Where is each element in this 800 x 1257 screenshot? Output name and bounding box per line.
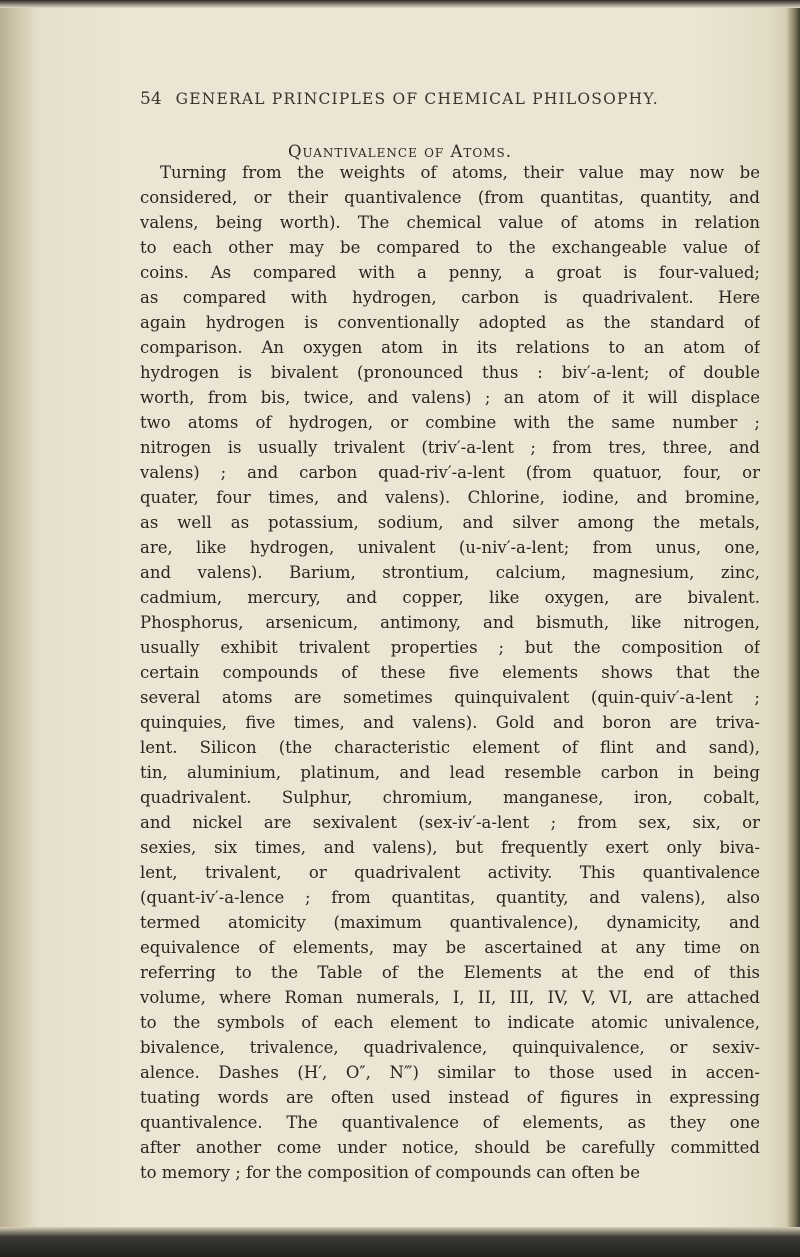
- text-line: [140, 485, 760, 510]
- text-line-content: quantivalence. The quantivalence of elements, as they one: [140, 1113, 760, 1132]
- text-line: [140, 310, 760, 335]
- running-title: GENERAL PRINCIPLES OF CHEMICAL PHILOSOPHY.: [175, 90, 659, 108]
- text-line: [140, 660, 760, 685]
- text-line: [140, 735, 760, 760]
- text-line: [140, 610, 760, 635]
- text-line-content: nitrogen is usually trivalent (triv′-a-lent ; from tres, three, and: [140, 438, 760, 457]
- text-line-content: certain compounds of these five elements shows that the: [140, 663, 760, 682]
- text-line: [140, 460, 760, 485]
- text-line-content: to the symbols of each element to indicate atomic univalence,: [140, 1013, 760, 1032]
- text-line-content: termed atomicity (maximum quantivalence), dynamicity, and: [140, 913, 760, 932]
- text-line-content: lent, trivalent, or quadrivalent activity. This quantivalence: [140, 863, 760, 882]
- text-line: [140, 760, 760, 785]
- text-line: [140, 585, 760, 610]
- text-line: [140, 385, 760, 410]
- text-line: [140, 510, 760, 535]
- text-line-content: usually exhibit trivalent properties ; but the composition of: [140, 638, 760, 657]
- text-line: [140, 910, 760, 935]
- section-title: Quantivalence of Atoms.: [287, 142, 513, 161]
- text-line: [140, 685, 760, 710]
- text-line-content: alence. Dashes (H′, O″, N‴) similar to those used in accen-: [140, 1063, 760, 1082]
- text-line: [140, 835, 760, 860]
- text-line-content: quinquies, five times, and valens). Gold and boron are triva-: [140, 713, 760, 732]
- text-line: [140, 935, 760, 960]
- text-line: [140, 885, 760, 910]
- text-line-content: and nickel are sexivalent (sex-iv′-a-lent ; from sex, six, or: [140, 813, 760, 832]
- text-line-content: several atoms are sometimes quinquivalent (quin-quiv′-a-lent ;: [140, 688, 760, 707]
- text-line: [140, 810, 760, 835]
- text-line: [140, 710, 760, 735]
- top-edge: [0, 0, 800, 8]
- text-line: [140, 560, 760, 585]
- text-line: [140, 1085, 760, 1110]
- text-line: [140, 285, 760, 310]
- right-binding-edge: [786, 0, 800, 1257]
- text-line-content: volume, where Roman numerals, I, II, III, IV, V, VI, are attached: [140, 988, 760, 1007]
- body-text: [140, 160, 760, 1185]
- text-line-content: cadmium, mercury, and copper, like oxygen, are bivalent.: [140, 588, 760, 607]
- text-line-content: (quant-iv′-a-lence ; from quantitas, quantity, and valens), also: [140, 888, 760, 907]
- text-line-content: coins. As compared with a penny, a groat is four-valued;: [140, 263, 760, 282]
- text-line-content: bivalence, trivalence, quadrivalence, quinquivalence, or sexiv-: [140, 1038, 760, 1057]
- text-line: [140, 185, 760, 210]
- text-line: [140, 435, 760, 460]
- text-line: [140, 1160, 760, 1185]
- text-line-content: quater, four times, and valens). Chlorine, iodine, and bromine,: [140, 488, 760, 507]
- text-line: [140, 785, 760, 810]
- text-line: [140, 635, 760, 660]
- text-line-content: Phosphorus, arsenicum, antimony, and bismuth, like nitrogen,: [140, 613, 760, 632]
- text-line-content: after another come under notice, should be carefully committed: [140, 1138, 760, 1157]
- text-line: [140, 960, 760, 985]
- text-line: [140, 410, 760, 435]
- text-line-content: and valens). Barium, strontium, calcium, magnesium, zinc,: [140, 563, 760, 582]
- text-line-content: as well as potassium, sodium, and silver among the metals,: [140, 513, 760, 532]
- text-line: [140, 260, 760, 285]
- text-line-content: tin, aluminium, platinum, and lead resemble carbon in being: [140, 763, 760, 782]
- text-line-content: hydrogen is bivalent (pronounced thus : biv′-a-lent; of double: [140, 363, 760, 382]
- text-line-content: as compared with hydrogen, carbon is quadrivalent. Here: [140, 288, 760, 307]
- text-line-content: Turning from the weights of atoms, their value may now be: [160, 163, 760, 182]
- text-line: [140, 1135, 760, 1160]
- text-line: [140, 235, 760, 260]
- text-line-content: two atoms of hydrogen, or combine with the same number ;: [140, 413, 760, 432]
- text-line: [140, 1110, 760, 1135]
- text-line: [140, 985, 760, 1010]
- text-line-content: tuating words are often used instead of figures in expressing: [140, 1088, 760, 1107]
- text-line-content: comparison. An oxygen atom in its relations to an atom of: [140, 338, 760, 357]
- running-header: [140, 89, 740, 109]
- text-line-content: to each other may be compared to the exchangeable value of: [140, 238, 760, 257]
- text-line-content: are, like hydrogen, univalent (u-niv′-a-lent; from unus, one,: [140, 538, 760, 557]
- bottom-edge: [0, 1227, 800, 1257]
- text-line-content: equivalence of elements, may be ascertained at any time on: [140, 938, 760, 957]
- text-line: [140, 1035, 760, 1060]
- text-line-content: valens, being worth). The chemical value of atoms in relation: [140, 213, 760, 232]
- text-line-content: considered, or their quantivalence (from quantitas, quantity, and: [140, 188, 760, 207]
- text-line: [140, 210, 760, 235]
- text-line: [140, 360, 760, 385]
- text-line: [140, 1060, 760, 1085]
- left-margin-shadow: [0, 0, 34, 1257]
- text-line-content: lent. Silicon (the characteristic element of flint and sand),: [140, 738, 760, 757]
- text-line: [140, 335, 760, 360]
- text-line-content: referring to the Table of the Elements at the end of this: [140, 963, 760, 982]
- text-line-content: worth, from bis, twice, and valens) ; an atom of it will displace: [140, 388, 760, 407]
- text-line: [140, 535, 760, 560]
- text-line: [140, 1010, 760, 1035]
- text-line-content: sexies, six times, and valens), but frequently exert only biva-: [140, 838, 760, 857]
- text-line-content: quadrivalent. Sulphur, chromium, manganese, iron, cobalt,: [140, 788, 760, 807]
- text-line-content: valens) ; and carbon quad-riv′-a-lent (from quatuor, four, or: [140, 463, 760, 482]
- text-line: [140, 860, 760, 885]
- text-line-content: again hydrogen is conventionally adopted as the standard of: [140, 313, 760, 332]
- page-number: 54: [140, 89, 162, 109]
- text-line: [140, 160, 760, 185]
- text-line-content: to memory ; for the composition of compounds can often be: [140, 1163, 640, 1182]
